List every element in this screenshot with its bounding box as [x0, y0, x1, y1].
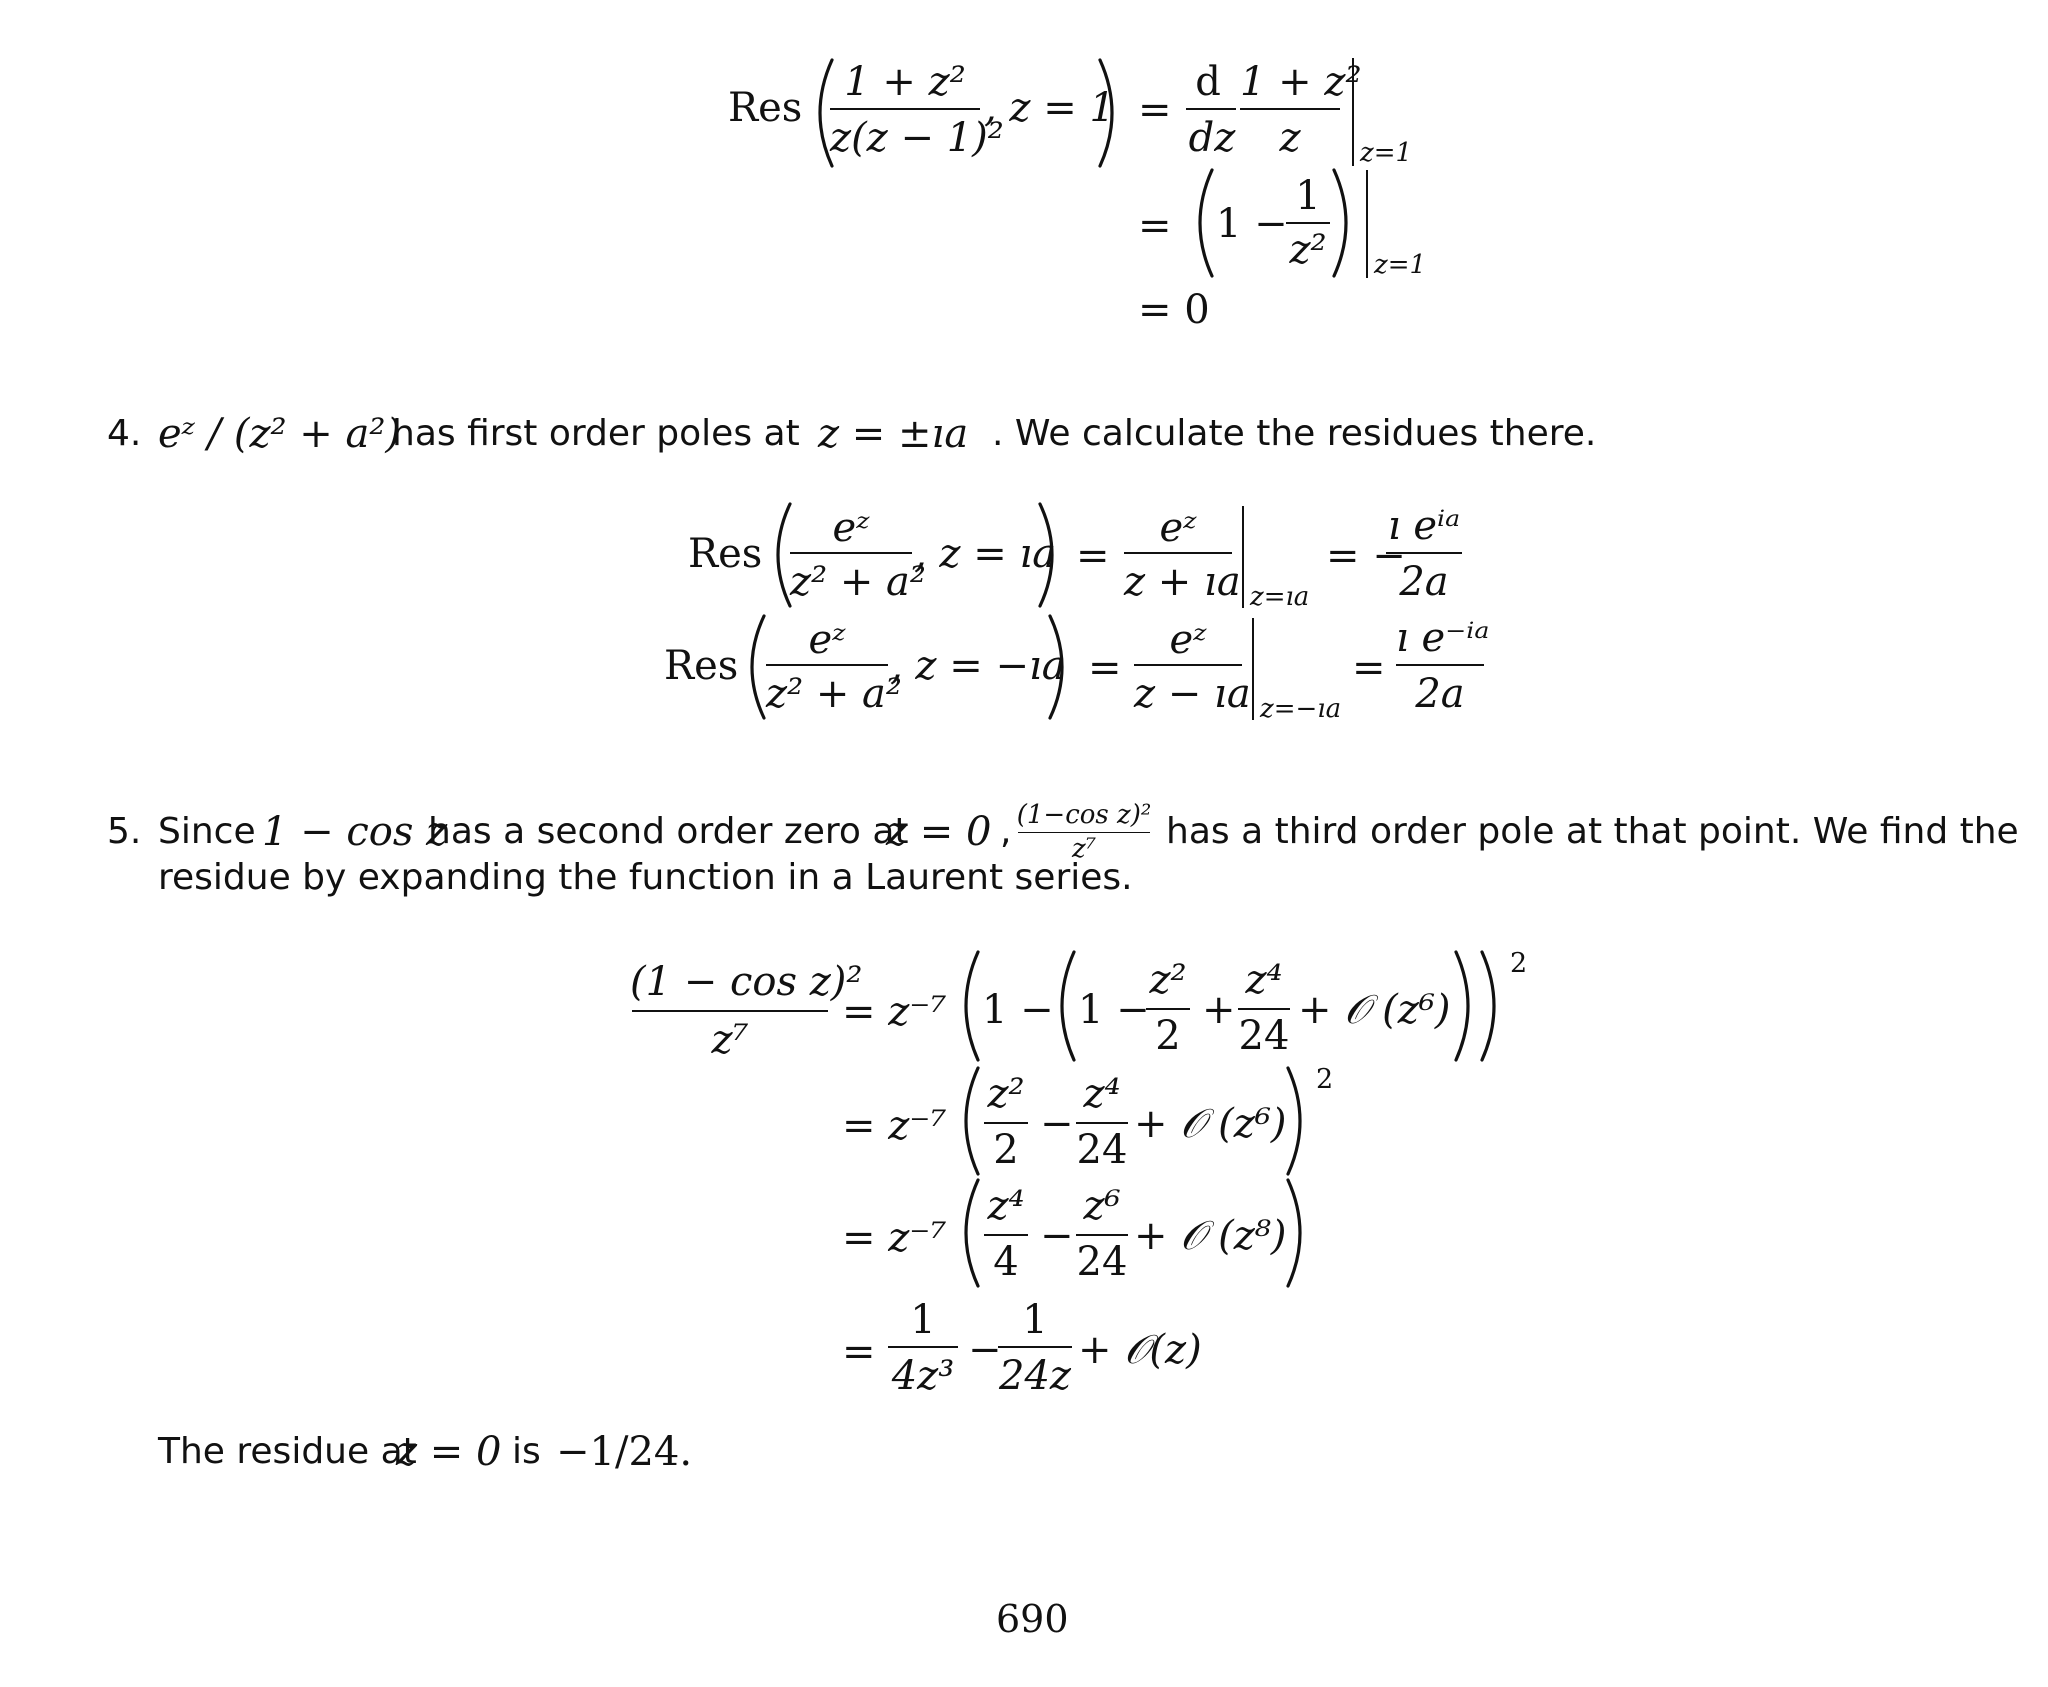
left-paren [1186, 168, 1216, 278]
conclusion-condition: z = 0 [396, 1429, 502, 1475]
fraction-bar [1076, 1122, 1128, 1124]
plus: + [1202, 987, 1236, 1033]
big-o-term: + 𝒪 (z⁶) [1298, 987, 1451, 1033]
residue-value: −1/24. [556, 1429, 693, 1475]
z-power: = z⁻⁷ [842, 1103, 947, 1149]
inline-fraction-denominator: z⁷ [1071, 834, 1097, 864]
fraction-numerator: eᶻ [1159, 505, 1197, 551]
left-paren [952, 1178, 982, 1288]
fraction-bar [1286, 222, 1330, 224]
fraction-bar [632, 1010, 828, 1012]
equals-minus: = − [1326, 533, 1406, 579]
right-paren [1096, 58, 1126, 168]
conclusion-text: The residue at [158, 1431, 417, 1472]
equals-sign: = [842, 1329, 876, 1375]
res-operator: Res [664, 643, 739, 689]
fraction-denominator: z(z − 1)² [830, 115, 1004, 161]
fraction-bar [1134, 664, 1242, 666]
left-paren [1048, 950, 1078, 1062]
derivative-d: d [1195, 59, 1221, 105]
evaluation-point: , z = ıa [914, 531, 1057, 577]
equals-sign: = [1088, 645, 1122, 691]
fraction-denominator: 24 [1238, 1013, 1290, 1059]
fraction-denominator: 2a [1399, 559, 1449, 605]
fraction-denominator: z [1279, 115, 1301, 161]
evaluation-bar [1366, 170, 1368, 278]
item-number: 5. [107, 811, 142, 852]
fraction-denominator: 2 [993, 1127, 1019, 1173]
fraction-denominator: 24 [1076, 1127, 1128, 1173]
left-paren [952, 1066, 982, 1176]
fraction-numerator: z⁶ [1083, 1183, 1121, 1229]
evaluation-subscript: z=1 [1360, 138, 1413, 168]
evaluation-subscript: z=ıa [1250, 582, 1310, 612]
big-o-term: + 𝒪 (z⁸) [1134, 1213, 1287, 1259]
fraction-denominator: z + ıa [1124, 559, 1241, 605]
fraction-numerator: ı e⁻ⁱᵃ [1396, 615, 1490, 661]
right-paren [1036, 502, 1066, 608]
fraction-numerator: z² [1149, 957, 1187, 1003]
equals-sign: = [1138, 87, 1172, 133]
minus: − [1040, 1213, 1074, 1259]
big-o-term: + 𝒪(z) [1078, 1327, 1202, 1373]
derivative-bar [1186, 108, 1236, 110]
res-operator: Res [688, 531, 763, 577]
fraction-numerator: 1 [1295, 173, 1321, 219]
one-minus: 1 − [982, 987, 1054, 1033]
fraction-bar [790, 552, 912, 554]
fraction-numerator: 1 + z² [844, 59, 966, 105]
fraction-denominator: 24 [1076, 1239, 1128, 1285]
evaluation-subscript: z=1 [1374, 250, 1427, 280]
fraction-denominator: 4z³ [891, 1353, 955, 1399]
fraction-numerator: z⁴ [987, 1183, 1025, 1229]
pole-condition: z = ±ıa [818, 411, 969, 457]
fraction-bar [1076, 1234, 1128, 1236]
fraction-denominator: z − ıa [1134, 671, 1251, 717]
equals-sign: = [1352, 645, 1386, 691]
inline-fraction-numerator: (1−cos z)² [1016, 800, 1152, 830]
evaluation-subscript: z=−ıa [1260, 694, 1342, 724]
result-zero: = 0 [1138, 287, 1210, 333]
item-text: has a third order pole at that point. We find the [1166, 811, 2019, 852]
big-o-term: + 𝒪 (z⁶) [1134, 1101, 1287, 1147]
derivative-dz: dz [1188, 115, 1236, 161]
fraction-numerator: z⁴ [1245, 957, 1283, 1003]
fraction-bar [1124, 552, 1232, 554]
fraction-bar [998, 1346, 1072, 1348]
fraction-denominator: z⁷ [711, 1017, 749, 1063]
fraction-denominator: z² + a² [790, 559, 926, 605]
item-number: 4. [107, 413, 142, 454]
evaluation-point: , z = 1 [984, 85, 1115, 131]
fraction-denominator: z² [1289, 227, 1327, 273]
fraction-bar [888, 1346, 958, 1348]
right-paren [1478, 950, 1508, 1062]
fraction-numerator: z⁴ [1083, 1071, 1121, 1117]
fraction-numerator: eᶻ [1169, 617, 1207, 663]
fraction-bar [766, 664, 888, 666]
evaluation-bar [1252, 618, 1254, 720]
item-text: . We calculate the residues there. [992, 413, 1597, 454]
item-text: Since [158, 811, 256, 852]
z-power: = z⁻⁷ [842, 1215, 947, 1261]
evaluation-bar [1242, 506, 1244, 608]
page-number: 690 [996, 1597, 1069, 1641]
equals-sign: = [1076, 533, 1110, 579]
fraction-denominator: 24z [999, 1353, 1071, 1399]
left-paren [952, 950, 982, 1062]
zero-condition: z = 0 [886, 809, 992, 855]
fraction-denominator: 4 [993, 1239, 1019, 1285]
item-text-line2: residue by expanding the function in a Laurent series. [158, 857, 1133, 898]
exponent: 2 [1316, 1064, 1334, 1095]
one-minus: 1 − [1078, 987, 1150, 1033]
right-paren [1046, 614, 1076, 720]
fraction-bar [1238, 1008, 1290, 1010]
right-paren [1284, 1066, 1314, 1176]
function-expression: eᶻ / (z² + a²) [158, 411, 401, 457]
minus: − [1040, 1101, 1074, 1147]
z-power: = z⁻⁷ [842, 989, 947, 1035]
exponent: 2 [1510, 948, 1528, 979]
fraction-numerator: 1 [910, 1297, 936, 1343]
left-paren [738, 614, 768, 720]
fraction-numerator: ı eⁱᵃ [1387, 503, 1461, 549]
fraction-numerator: 1 + z² [1240, 59, 1362, 105]
fraction-bar [1240, 108, 1340, 110]
item-text: has a second order zero at [428, 811, 909, 852]
comma: , [1000, 811, 1012, 852]
fraction-numerator: 1 [1022, 1297, 1048, 1343]
fraction-bar [1396, 664, 1484, 666]
equals-sign: = [1138, 203, 1172, 249]
inline-fraction-bar [1018, 832, 1150, 833]
fraction-denominator: 2 [1155, 1013, 1181, 1059]
function-expression: 1 − cos z [262, 809, 448, 855]
fraction-bar [1146, 1008, 1190, 1010]
res-operator: Res [728, 85, 803, 131]
fraction-bar [1386, 552, 1462, 554]
conclusion-text: is [512, 1431, 541, 1472]
item-text: has first order poles at [392, 413, 800, 454]
fraction-bar [984, 1234, 1028, 1236]
fraction-numerator: z² [987, 1071, 1025, 1117]
fraction-numerator: (1 − cos z)² [630, 959, 863, 1005]
fraction-denominator: 2a [1415, 671, 1465, 717]
fraction-bar [984, 1122, 1028, 1124]
right-paren [1284, 1178, 1314, 1288]
fraction-bar [830, 108, 980, 110]
one-minus: 1 − [1216, 201, 1288, 247]
fraction-numerator: eᶻ [808, 617, 846, 663]
evaluation-bar [1352, 58, 1354, 166]
evaluation-point: , z = −ıa [890, 643, 1066, 689]
fraction-denominator: z² + a² [766, 671, 902, 717]
minus: − [968, 1327, 1002, 1373]
fraction-numerator: eᶻ [832, 505, 870, 551]
right-paren [1330, 168, 1360, 278]
